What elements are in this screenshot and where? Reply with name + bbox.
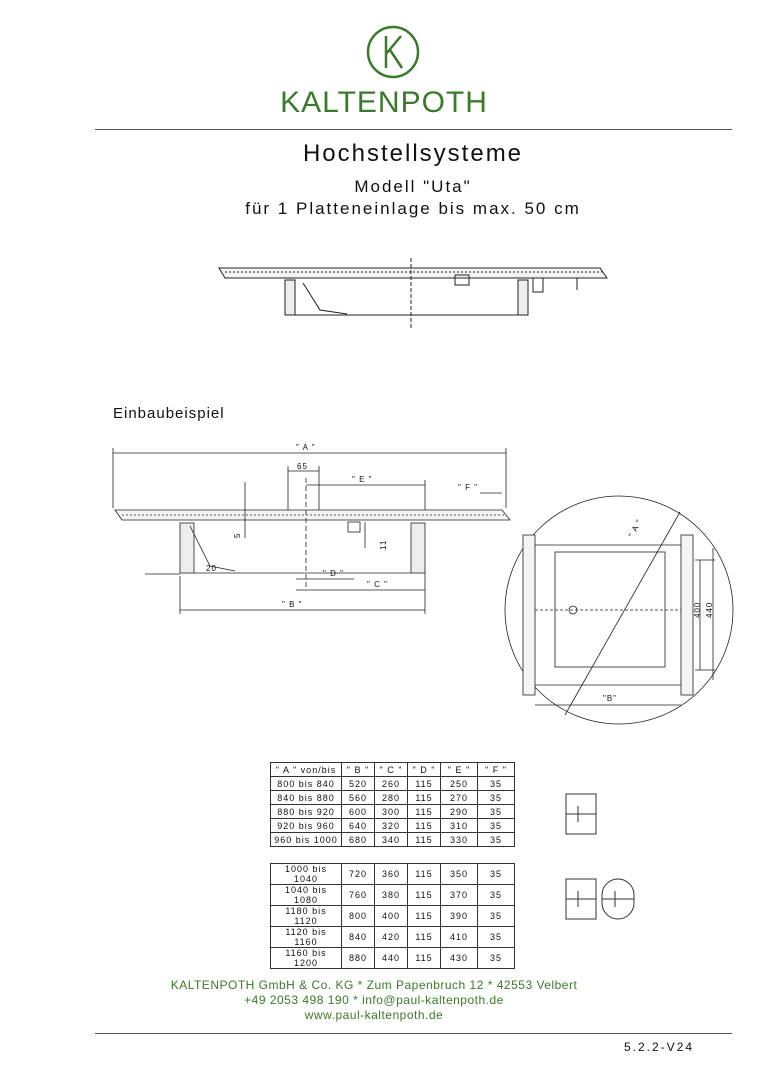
cell: 35 <box>478 833 515 847</box>
cell: 250 <box>441 777 478 791</box>
overview-drawing <box>215 258 615 333</box>
dim-b-label: " B " <box>282 600 303 609</box>
table-row <box>271 819 515 833</box>
cell: 400 <box>375 906 408 927</box>
cell: 840 <box>342 927 375 948</box>
cell: 560 <box>342 791 375 805</box>
cell: 115 <box>408 805 441 819</box>
cell: 420 <box>375 927 408 948</box>
table-row <box>271 805 515 819</box>
col-e: " E " <box>441 763 478 777</box>
cell: 600 <box>342 805 375 819</box>
cell: 340 <box>375 833 408 847</box>
table-row <box>271 927 515 948</box>
footer-divider <box>95 1033 732 1034</box>
plan-dim-440-label: 440 <box>705 601 714 618</box>
cell: 115 <box>408 906 441 927</box>
subtitle: für 1 Platteneinlage bis max. 50 cm <box>245 199 581 218</box>
dim-65-label: 65 <box>297 462 308 471</box>
table-row <box>271 791 515 805</box>
cell: 1160 bis 1200 <box>271 948 342 969</box>
footer-website: www.paul-kaltenpoth.de <box>304 1008 444 1022</box>
cell: 1040 bis 1080 <box>271 885 342 906</box>
cell: 720 <box>342 864 375 885</box>
col-c: " C " <box>375 763 408 777</box>
table-row <box>271 906 515 927</box>
cell: 310 <box>441 819 478 833</box>
cell: 115 <box>408 864 441 885</box>
cell: 640 <box>342 819 375 833</box>
cell: 270 <box>441 791 478 805</box>
dimension-table-1 <box>270 762 515 847</box>
cell: 1120 bis 1160 <box>271 927 342 948</box>
dim-f-label: " F " <box>458 483 479 492</box>
dimension-table-2 <box>270 863 515 969</box>
document-number: 5.2.2-V24 <box>624 1040 695 1054</box>
plan-dim-b-label: "B" <box>603 694 618 703</box>
cell: 115 <box>408 791 441 805</box>
cell: 380 <box>375 885 408 906</box>
cell: 360 <box>375 864 408 885</box>
cell: 115 <box>408 885 441 906</box>
kaltenpoth-logo-icon <box>365 24 421 80</box>
plan-dim-a-label: " A " <box>626 517 644 539</box>
cell: 800 <box>342 906 375 927</box>
cell: 35 <box>478 948 515 969</box>
square-plate-layout-icon <box>565 878 597 920</box>
cell: 390 <box>441 906 478 927</box>
dim-5-label: 5 <box>233 532 242 538</box>
cell: 330 <box>441 833 478 847</box>
dim-20-label: 20 <box>206 564 217 573</box>
cell: 35 <box>478 927 515 948</box>
header-divider <box>95 129 732 130</box>
dim-d-label: " D " <box>323 569 344 578</box>
cell: 880 <box>342 948 375 969</box>
brand-name: KALTENPOTH <box>280 86 488 119</box>
cell: 300 <box>375 805 408 819</box>
cell: 370 <box>441 885 478 906</box>
cell: 680 <box>342 833 375 847</box>
cell: 1180 bis 1120 <box>271 906 342 927</box>
dim-a-label: " A " <box>296 443 316 452</box>
cell: 115 <box>408 833 441 847</box>
cell: 520 <box>342 777 375 791</box>
single-plate-layout-icon <box>565 793 597 835</box>
cell: 960 bis 1000 <box>271 833 342 847</box>
dim-c-label: " C " <box>367 580 388 589</box>
cell: 760 <box>342 885 375 906</box>
cell: 35 <box>478 777 515 791</box>
cell: 115 <box>408 948 441 969</box>
footer-address: KALTENPOTH GmbH & Co. KG * Zum Papenbruch 12 * 42553 Velbert <box>170 978 578 992</box>
table-row <box>271 777 515 791</box>
table-header-row <box>271 763 515 777</box>
cell: 800 bis 840 <box>271 777 342 791</box>
cell: 410 <box>441 927 478 948</box>
table-row <box>271 948 515 969</box>
table-row <box>271 864 515 885</box>
dim-e-label: " E " <box>352 475 373 484</box>
cell: 1000 bis 1040 <box>271 864 342 885</box>
model-name: Modell "Uta" <box>354 177 472 196</box>
section-label: Einbaubeispiel <box>113 405 225 422</box>
cell: 35 <box>478 906 515 927</box>
cell: 280 <box>375 791 408 805</box>
cell: 35 <box>478 819 515 833</box>
footer-contact: +49 2053 498 190 * info@paul-kaltenpoth.de <box>244 993 504 1007</box>
cell: 35 <box>478 805 515 819</box>
cell: 920 bis 960 <box>271 819 342 833</box>
col-a: " A " von/bis <box>271 763 342 777</box>
cell: 115 <box>408 819 441 833</box>
plan-view-drawing <box>495 490 745 740</box>
cell: 350 <box>441 864 478 885</box>
cell: 290 <box>441 805 478 819</box>
cell: 115 <box>408 777 441 791</box>
cell: 320 <box>375 819 408 833</box>
col-d: " D " <box>408 763 441 777</box>
cell: 35 <box>478 791 515 805</box>
dim-11-label: 11 <box>379 539 388 550</box>
cell: 260 <box>375 777 408 791</box>
cell: 115 <box>408 927 441 948</box>
col-b: " B " <box>342 763 375 777</box>
cell: 430 <box>441 948 478 969</box>
col-f: " F " <box>478 763 515 777</box>
cell: 880 bis 920 <box>271 805 342 819</box>
table-row <box>271 833 515 847</box>
cell: 840 bis 880 <box>271 791 342 805</box>
page-title: Hochstellsysteme <box>302 140 524 167</box>
cell: 440 <box>375 948 408 969</box>
cell: 35 <box>478 864 515 885</box>
cell: 35 <box>478 885 515 906</box>
table-row <box>271 885 515 906</box>
installation-drawing <box>110 438 520 618</box>
round-plate-layout-icon <box>601 878 635 920</box>
plan-dim-400-label: 400 <box>693 601 702 618</box>
